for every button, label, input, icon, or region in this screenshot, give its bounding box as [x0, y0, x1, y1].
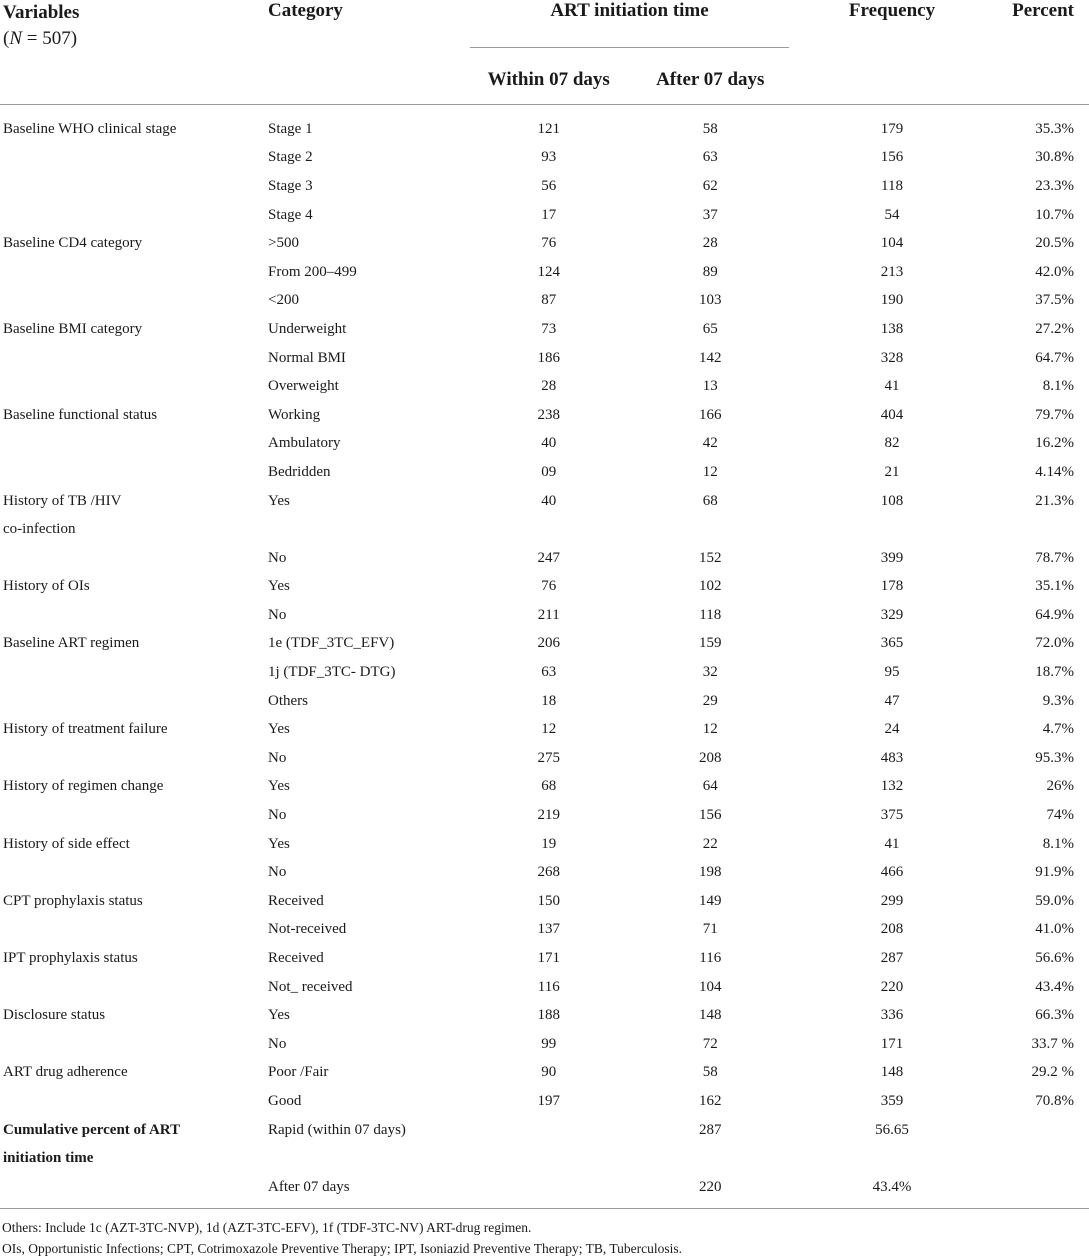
category-cell: After 07 days: [268, 1178, 350, 1195]
table-row: [0, 144, 1089, 173]
table-row: [0, 687, 1089, 716]
table-row: [0, 201, 1089, 230]
header-category: Category: [265, 0, 468, 105]
percent-cell: 27.2%: [1035, 320, 1074, 337]
variable-cell: [0, 1173, 265, 1202]
within-07-days-cell: 18: [541, 692, 557, 709]
within-07-days-cell: 188: [537, 1007, 560, 1024]
after-07-days-cell: 287: [699, 1121, 722, 1138]
percent-cell: 95.3%: [1035, 749, 1074, 766]
within-07-days-cell: 124: [537, 263, 560, 280]
after-07-days-cell: 118: [699, 606, 722, 623]
table-footnotes: [0, 1208, 1089, 1259]
variable-cell: Baseline ART regimen: [3, 635, 140, 652]
header-variables-label: Variables: [3, 2, 80, 23]
percent-cell: 72.0%: [1035, 635, 1074, 652]
after-07-days-cell: 104: [699, 978, 722, 995]
variable-cell: [0, 372, 265, 401]
category-cell: Received: [268, 892, 324, 909]
frequency-cell: 399: [880, 549, 904, 566]
percent-cell: 21.3%: [1035, 492, 1074, 509]
frequency-cell: 95: [884, 664, 900, 681]
percent-cell: 66.3%: [1035, 1007, 1074, 1024]
variable-cell: IPT prophylaxis status: [3, 950, 138, 967]
percent-cell: 10.7%: [1035, 206, 1074, 223]
variable-cell: [0, 916, 265, 945]
category-cell: Yes: [268, 721, 290, 738]
variable-cell: Baseline functional status: [3, 406, 158, 423]
variable-cell: [0, 744, 265, 773]
after-07-days-cell: 29: [702, 692, 718, 709]
after-07-days-cell: 156: [699, 807, 722, 824]
table-row: [0, 973, 1089, 1002]
frequency-cell: 483: [880, 749, 904, 766]
after-07-days-cell: 12: [702, 721, 718, 738]
category-cell: Good: [268, 1092, 302, 1109]
frequency-cell: 208: [880, 921, 904, 938]
table-row: [0, 773, 1089, 802]
category-cell: No: [268, 1035, 287, 1052]
category-cell: Received: [268, 950, 324, 967]
variable-cell: [0, 430, 265, 459]
after-07-days-cell: 220: [699, 1178, 722, 1195]
footnote-abbreviations: OIs, Opportunistic Infections; CPT, Cotrimoxazole Preventive Therapy; IPT, Isoniazid Preventive Therapy; TB, Tuberculosis.: [2, 1240, 683, 1256]
frequency-cell: 108: [880, 492, 904, 509]
percent-cell: 33.7 %: [1031, 1035, 1074, 1052]
category-cell: Stage 4: [268, 206, 313, 223]
variable-cell: History of OIs: [3, 578, 90, 595]
percent-cell: 56.6%: [1035, 950, 1074, 967]
variable-cell: co-infection: [3, 521, 76, 538]
within-07-days-cell: 56: [541, 177, 557, 194]
percent-cell: 42.0%: [1035, 263, 1074, 280]
variable-cell: [0, 1087, 265, 1116]
within-07-days-cell: 268: [537, 864, 560, 881]
frequency-cell: 43.4%: [872, 1178, 912, 1195]
within-07-days-cell: 17: [541, 206, 557, 223]
after-07-days-cell: [630, 515, 792, 544]
frequency-cell: 148: [880, 1064, 904, 1081]
variable-cell: initiation time: [3, 1150, 94, 1167]
frequency-cell: 47: [884, 692, 900, 709]
frequency-cell: 24: [884, 721, 900, 738]
after-07-days-cell: 42: [702, 435, 718, 452]
after-07-days-cell: 116: [699, 950, 722, 967]
after-07-days-cell: 63: [702, 149, 718, 166]
category-cell: Yes: [268, 835, 290, 852]
category-cell: Stage 1: [268, 120, 313, 137]
frequency-cell: 466: [880, 864, 904, 881]
category-cell: Normal BMI: [268, 349, 346, 366]
frequency-cell: [791, 515, 993, 544]
percent-cell: 8.1%: [1042, 835, 1074, 852]
frequency-cell: 328: [880, 349, 904, 366]
frequency-cell: 213: [880, 263, 904, 280]
category-cell: No: [268, 749, 287, 766]
variable-cell: [0, 144, 265, 173]
after-07-days-cell: 64: [702, 778, 718, 795]
category-cell: Stage 3: [268, 177, 313, 194]
within-07-days-cell: 40: [541, 492, 557, 509]
after-07-days-cell: 148: [699, 1007, 722, 1024]
after-07-days-cell: 142: [699, 349, 722, 366]
category-cell: Not-received: [268, 921, 347, 938]
frequency-cell: 190: [880, 292, 904, 309]
after-07-days-cell: 166: [699, 406, 722, 423]
within-07-days-cell: [468, 1116, 630, 1145]
within-07-days-cell: 206: [537, 635, 560, 652]
variable-cell: History of side effect: [3, 835, 130, 852]
frequency-cell: 156: [880, 149, 904, 166]
table-row: [0, 630, 1089, 659]
category-cell: Yes: [268, 578, 290, 595]
after-07-days-cell: 102: [699, 578, 722, 595]
table-row: [0, 172, 1089, 201]
percent-cell: 43.4%: [1035, 978, 1074, 995]
variable-cell: [0, 601, 265, 630]
header-percent: Percent: [993, 0, 1089, 105]
after-07-days-cell: 72: [702, 1035, 718, 1052]
after-07-days-cell: 68: [702, 492, 718, 509]
table-row: [0, 1116, 1089, 1145]
frequency-cell: 118: [881, 177, 903, 194]
percent-cell: 9.3%: [1042, 692, 1074, 709]
table-row: [0, 458, 1089, 487]
variable-cell: Baseline WHO clinical stage: [3, 120, 177, 137]
variable-cell: [0, 172, 265, 201]
after-07-days-cell: 149: [699, 892, 722, 909]
frequency-cell: 179: [880, 120, 904, 137]
within-07-days-cell: 171: [537, 950, 560, 967]
frequency-cell: 299: [880, 892, 904, 909]
percent-cell: [993, 1144, 1089, 1173]
table-row: [0, 258, 1089, 287]
table-row: [0, 1001, 1089, 1030]
within-07-days-cell: 197: [537, 1092, 560, 1109]
table-row: [0, 344, 1089, 373]
percent-cell: 91.9%: [1035, 864, 1074, 881]
frequency-cell: 287: [880, 950, 904, 967]
after-07-days-cell: 37: [702, 206, 718, 223]
frequency-cell: 404: [880, 406, 904, 423]
header-variables: [0, 0, 265, 105]
variable-cell: [0, 801, 265, 830]
after-07-days-cell: 58: [702, 1064, 718, 1081]
percent-cell: [993, 515, 1089, 544]
percent-cell: 41.0%: [1035, 921, 1074, 938]
within-07-days-cell: 186: [537, 349, 560, 366]
header-art-initiation-label: ART initiation time: [470, 0, 789, 48]
table-row: [0, 858, 1089, 887]
after-07-days-cell: 152: [699, 549, 722, 566]
header-art-initiation-time: [468, 0, 791, 56]
frequency-cell: 220: [880, 978, 904, 995]
table-row: [0, 430, 1089, 459]
within-07-days-cell: 99: [541, 1035, 557, 1052]
percent-cell: 35.1%: [1035, 578, 1074, 595]
category-cell: [265, 1144, 468, 1173]
table-row: [0, 515, 1089, 544]
within-07-days-cell: [468, 515, 630, 544]
table-row: [0, 830, 1089, 859]
percent-cell: 30.8%: [1035, 149, 1074, 166]
footnote-others: Others: Include 1c (AZT-3TC-NVP), 1d (AZT-3TC-EFV), 1f (TDF-3TC-NV) ART-drug regimen.: [2, 1219, 532, 1235]
variable-cell: History of TB /HIV: [3, 492, 122, 509]
category-cell: >500: [268, 235, 299, 252]
within-07-days-cell: 73: [541, 320, 557, 337]
table-row: [0, 744, 1089, 773]
percent-cell: 18.7%: [1035, 664, 1074, 681]
variable-cell: CPT prophylaxis status: [3, 892, 143, 909]
percent-cell: 64.7%: [1035, 349, 1074, 366]
table-row: [0, 601, 1089, 630]
table-row: [0, 544, 1089, 573]
percent-cell: 78.7%: [1035, 549, 1074, 566]
category-cell: Not_ received: [268, 978, 353, 995]
after-07-days-cell: 58: [702, 120, 718, 137]
within-07-days-cell: 247: [537, 549, 560, 566]
variable-cell: [0, 973, 265, 1002]
within-07-days-cell: 90: [541, 1064, 557, 1081]
table-row: [0, 401, 1089, 430]
within-07-days-cell: 76: [541, 235, 557, 252]
category-cell: Poor /Fair: [268, 1064, 329, 1081]
within-07-days-cell: 87: [541, 292, 557, 309]
frequency-cell: 359: [880, 1092, 904, 1109]
after-07-days-cell: 103: [699, 292, 722, 309]
variable-cell: History of treatment failure: [3, 721, 168, 738]
category-cell: Yes: [268, 778, 290, 795]
variable-cell: [0, 687, 265, 716]
within-07-days-cell: 238: [537, 406, 560, 423]
table-row: [0, 658, 1089, 687]
percent-cell: 23.3%: [1035, 177, 1074, 194]
category-cell: Overweight: [268, 378, 339, 395]
category-cell: 1e (TDF_3TC_EFV): [268, 635, 395, 652]
variable-cell: [0, 201, 265, 230]
percent-cell: 16.2%: [1035, 435, 1074, 452]
percent-cell: 4.7%: [1042, 721, 1074, 738]
within-07-days-cell: 275: [537, 749, 560, 766]
percent-cell: 4.14%: [1035, 463, 1074, 480]
category-cell: [265, 515, 468, 544]
frequency-cell: 178: [880, 578, 904, 595]
after-07-days-cell: 198: [699, 864, 722, 881]
header-within-07-days: Within 07 days: [468, 56, 630, 105]
within-07-days-cell: 68: [541, 778, 557, 795]
table-row: [0, 1144, 1089, 1173]
category-cell: Underweight: [268, 320, 347, 337]
within-07-days-cell: [468, 1144, 630, 1173]
after-07-days-cell: 22: [702, 835, 718, 852]
after-07-days-cell: 162: [699, 1092, 722, 1109]
table-row: [0, 573, 1089, 602]
frequency-cell: 132: [880, 778, 904, 795]
percent-cell: 64.9%: [1035, 606, 1074, 623]
category-cell: Ambulatory: [268, 435, 341, 452]
frequency-cell: [791, 1144, 993, 1173]
after-07-days-cell: 65: [702, 320, 718, 337]
category-cell: No: [268, 606, 287, 623]
variable-cell: ART drug adherence: [3, 1064, 128, 1081]
category-cell: From 200–499: [268, 263, 357, 280]
after-07-days-cell: 32: [702, 664, 718, 681]
within-07-days-cell: 28: [541, 378, 557, 395]
after-07-days-cell: 12: [702, 463, 718, 480]
table-row: [0, 1173, 1089, 1202]
table-row: [0, 287, 1089, 316]
variable-cell: [0, 287, 265, 316]
table-row: [0, 115, 1089, 144]
table-row: [0, 944, 1089, 973]
within-07-days-cell: 121: [537, 120, 560, 137]
within-07-days-cell: 12: [541, 721, 557, 738]
percent-cell: 8.1%: [1042, 378, 1074, 395]
category-cell: Yes: [268, 1007, 290, 1024]
variable-cell: [0, 458, 265, 487]
percent-cell: 37.5%: [1035, 292, 1074, 309]
frequency-cell: 41: [884, 835, 900, 852]
category-cell: Yes: [268, 492, 290, 509]
variable-cell: [0, 544, 265, 573]
variable-cell: Cumulative percent of ART: [3, 1121, 181, 1138]
category-cell: No: [268, 807, 287, 824]
after-07-days-cell: 62: [702, 177, 718, 194]
frequency-cell: 329: [880, 606, 904, 623]
within-07-days-cell: [468, 1173, 630, 1202]
variable-cell: History of regimen change: [3, 778, 164, 795]
table-row: [0, 1087, 1089, 1116]
within-07-days-cell: 116: [537, 978, 560, 995]
table-row: [0, 372, 1089, 401]
within-07-days-cell: 93: [541, 149, 557, 166]
within-07-days-cell: 211: [537, 606, 560, 623]
table-row: [0, 715, 1089, 744]
variable-cell: Baseline CD4 category: [3, 235, 143, 252]
percent-cell: 70.8%: [1035, 1092, 1074, 1109]
within-07-days-cell: 09: [541, 463, 557, 480]
frequency-cell: 54: [884, 206, 900, 223]
percent-cell: 35.3%: [1035, 120, 1074, 137]
table-row: [0, 229, 1089, 258]
frequency-cell: 82: [884, 435, 900, 452]
frequency-cell: 41: [884, 378, 900, 395]
within-07-days-cell: 219: [537, 807, 560, 824]
variable-cell: [0, 658, 265, 687]
within-07-days-cell: 137: [537, 921, 560, 938]
table-body: [0, 115, 1089, 1202]
frequency-cell: 365: [880, 635, 904, 652]
table-row: [0, 1030, 1089, 1059]
variable-cell: [0, 858, 265, 887]
variable-cell: Baseline BMI category: [3, 320, 143, 337]
category-cell: Stage 2: [268, 149, 313, 166]
table-row: [0, 801, 1089, 830]
category-cell: Working: [268, 406, 321, 423]
percent-cell: 79.7%: [1035, 406, 1074, 423]
frequency-cell: 56.65: [875, 1121, 909, 1138]
after-07-days-cell: 208: [699, 749, 722, 766]
frequency-cell: 138: [880, 320, 904, 337]
header-after-07-days: After 07 days: [630, 56, 792, 105]
category-cell: 1j (TDF_3TC- DTG): [268, 664, 396, 681]
after-07-days-cell: 89: [702, 263, 718, 280]
after-07-days-cell: [630, 1144, 792, 1173]
header-frequency: Frequency: [791, 0, 993, 105]
percent-cell: 26%: [1046, 778, 1074, 795]
within-07-days-cell: 19: [541, 835, 557, 852]
frequency-cell: 336: [880, 1007, 904, 1024]
header-n-label: (N = 507): [3, 28, 78, 49]
within-07-days-cell: 150: [537, 892, 560, 909]
within-07-days-cell: 40: [541, 435, 557, 452]
category-cell: Bedridden: [268, 463, 331, 480]
frequency-cell: 104: [880, 235, 904, 252]
frequency-cell: 171: [880, 1035, 904, 1052]
percent-cell: [993, 1173, 1089, 1202]
variable-cell: Disclosure status: [3, 1007, 106, 1024]
frequency-cell: 375: [880, 807, 904, 824]
table-row: [0, 315, 1089, 344]
after-07-days-cell: 28: [702, 235, 718, 252]
after-07-days-cell: 159: [699, 635, 722, 652]
percent-cell: 74%: [1046, 807, 1074, 824]
category-cell: No: [268, 549, 287, 566]
variable-cell: [0, 1030, 265, 1059]
percent-cell: 29.2 %: [1031, 1064, 1074, 1081]
percent-cell: 59.0%: [1035, 892, 1074, 909]
variable-cell: [0, 258, 265, 287]
after-07-days-cell: 71: [702, 921, 718, 938]
category-cell: <200: [268, 292, 299, 309]
percent-cell: [993, 1116, 1089, 1145]
within-07-days-cell: 63: [541, 664, 557, 681]
table-row: [0, 1059, 1089, 1088]
within-07-days-cell: 76: [541, 578, 557, 595]
table-row: [0, 487, 1089, 516]
category-cell: No: [268, 864, 287, 881]
table-row: [0, 887, 1089, 916]
after-07-days-cell: 13: [702, 378, 718, 395]
category-cell: Rapid (within 07 days): [268, 1121, 406, 1138]
frequency-cell: 21: [884, 463, 900, 480]
table-row: [0, 916, 1089, 945]
variable-cell: [0, 344, 265, 373]
category-cell: Others: [268, 692, 308, 709]
percent-cell: 20.5%: [1035, 235, 1074, 252]
